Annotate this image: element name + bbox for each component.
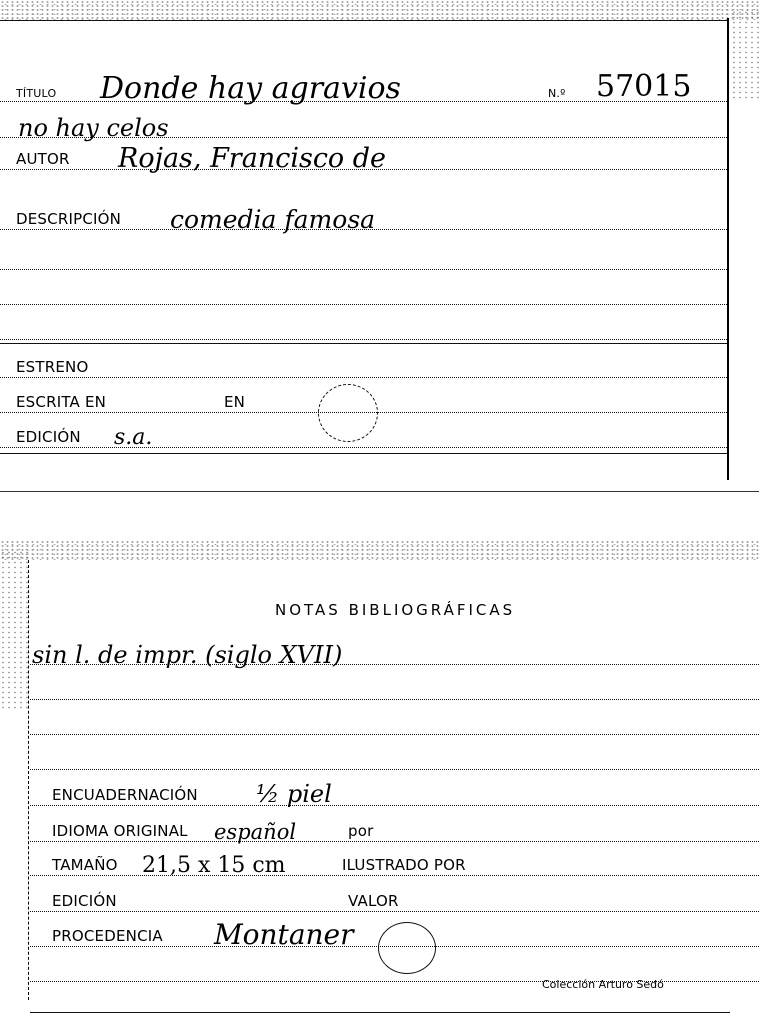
escrita-row bbox=[0, 383, 759, 413]
edicion-label: EDICIÓN bbox=[16, 428, 81, 446]
card-divider bbox=[0, 491, 759, 492]
autor-value: Rojas, Francisco de bbox=[118, 143, 387, 174]
notes-row-2 bbox=[30, 670, 759, 700]
back-edicion-label: EDICIÓN bbox=[52, 892, 117, 910]
numero-value: 57015 bbox=[596, 69, 692, 104]
notas-heading: NOTAS BIBLIOGRÁFICAS bbox=[275, 601, 516, 619]
edicion-row bbox=[0, 418, 759, 448]
titulo-value-2: no hay celos bbox=[18, 114, 169, 142]
speckled-left-edge bbox=[0, 550, 28, 710]
tamano-row bbox=[30, 846, 759, 876]
descripcion-row bbox=[0, 200, 759, 234]
valor-label: VALOR bbox=[348, 892, 399, 910]
ilustrado-label: ILUSTRADO POR bbox=[342, 856, 466, 874]
idioma-label: IDIOMA ORIGINAL bbox=[52, 822, 188, 840]
autor-label: AUTOR bbox=[16, 150, 70, 168]
tamano-label: TAMAÑO bbox=[52, 856, 118, 874]
stamp-circle bbox=[318, 384, 378, 442]
back-card bbox=[0, 540, 759, 1028]
estreno-row bbox=[0, 348, 759, 378]
procedencia-value: Montaner bbox=[214, 918, 354, 951]
edicion-value: s.a. bbox=[114, 425, 153, 450]
blank-row-3 bbox=[0, 310, 759, 340]
descripcion-label: DESCRIPCIÓN bbox=[16, 210, 122, 228]
speckled-top-edge bbox=[0, 540, 759, 560]
idioma-value: español bbox=[214, 820, 297, 844]
notes-value: sin l. de impr. (siglo XVII) bbox=[32, 641, 343, 669]
edicion-valor-row bbox=[30, 882, 759, 912]
front-card bbox=[0, 0, 759, 492]
titulo-label: TÍTULO bbox=[16, 87, 57, 100]
numero-label: N.º bbox=[548, 87, 566, 100]
notes-row-4 bbox=[30, 740, 759, 770]
escrita-en-label: ESCRITA EN bbox=[16, 393, 107, 411]
encuadernacion-label: ENCUADERNACIÓN bbox=[52, 786, 198, 804]
notes-row-3 bbox=[30, 705, 759, 735]
autor-row bbox=[0, 140, 759, 174]
descripcion-value: comedia famosa bbox=[170, 205, 376, 234]
blank-row-2 bbox=[0, 275, 759, 305]
top-rule bbox=[0, 20, 727, 21]
titulo-row bbox=[0, 69, 759, 106]
titulo-value-1: Donde hay agravios bbox=[100, 71, 401, 106]
procedencia-label: PROCEDENCIA bbox=[52, 927, 163, 945]
tamano-value: 21,5 x 15 cm bbox=[142, 853, 286, 878]
encuadernacion-row bbox=[30, 776, 759, 806]
section-rule bbox=[0, 343, 727, 344]
idioma-row bbox=[30, 812, 759, 842]
estreno-label: ESTRENO bbox=[16, 358, 89, 376]
por-label: por bbox=[348, 822, 374, 840]
speckled-top-edge bbox=[0, 0, 759, 20]
notes-row-1 bbox=[30, 635, 759, 669]
coleccion-footer: Colección Arturo Sedó bbox=[542, 978, 664, 991]
bottom-rule bbox=[0, 453, 727, 454]
en-label: EN bbox=[224, 393, 246, 411]
blank-row-1 bbox=[0, 240, 759, 270]
back-bottom-rule bbox=[30, 1012, 730, 1013]
left-border bbox=[28, 560, 29, 1000]
encuadernacion-value: ½ piel bbox=[256, 780, 332, 808]
titulo-cont-row bbox=[0, 108, 759, 142]
